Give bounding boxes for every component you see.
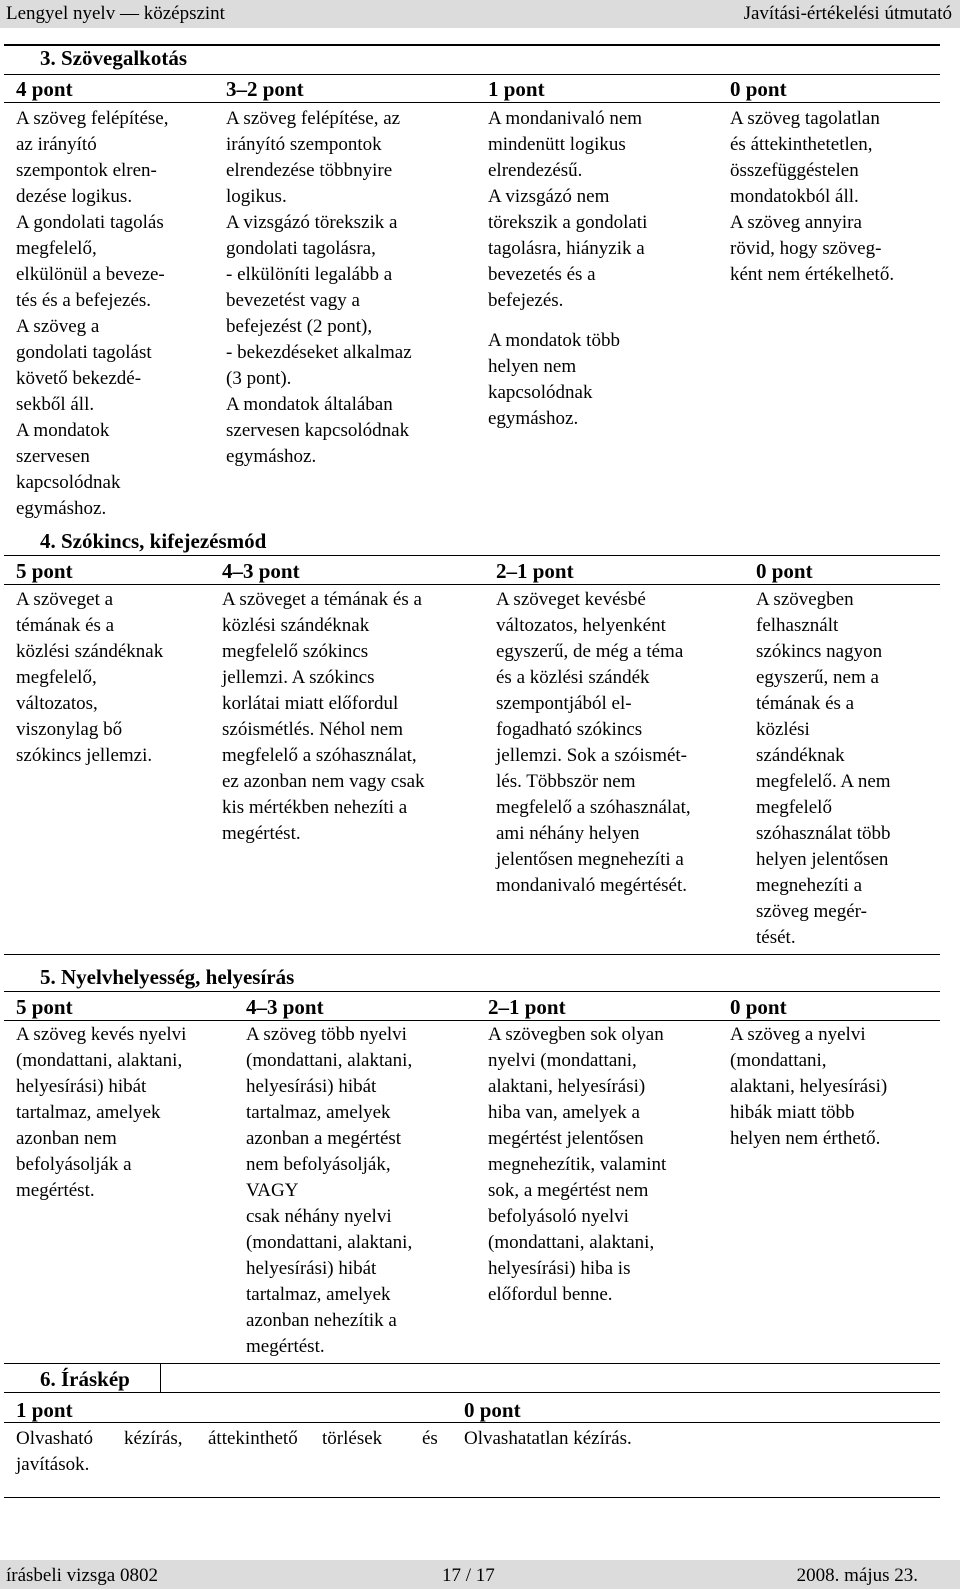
criteria-line: egyszerű, nem a — [756, 667, 879, 688]
criteria-line: A mondanivaló nem — [488, 108, 643, 129]
criteria-line: megértést. — [16, 1180, 95, 1201]
criteria-line: (mondattani, alaktani, — [246, 1050, 413, 1071]
points-header: 5 pont — [16, 559, 73, 583]
criteria-line: tartalmaz, amelyek — [16, 1102, 161, 1123]
criteria-line: A szöveg a nyelvi — [730, 1024, 866, 1045]
criteria-line: szempontjából el- — [496, 693, 632, 714]
criteria-line: szókincs nagyon — [756, 641, 883, 662]
criteria-line: megfelelő. A nem — [756, 771, 891, 792]
criteria-line: áttekinthető — [208, 1428, 298, 1449]
section-title: 5. Nyelvhelyesség, helyesírás — [40, 965, 295, 989]
table-rule — [4, 954, 940, 955]
table-rule — [4, 1020, 940, 1021]
points-header: 1 pont — [488, 77, 545, 101]
criteria-line: megfelelő szókincs — [222, 641, 369, 662]
criteria-line: javítások. — [16, 1454, 90, 1475]
criteria-line: szóhasználat több — [756, 823, 891, 844]
criteria-line: sok, a megértést nem — [488, 1180, 649, 1201]
criteria-line: A szöveget a témának és a — [222, 589, 422, 610]
criteria-line: nem befolyásolják, — [246, 1154, 391, 1175]
criteria-line: Olvashatatlan kézírás. — [464, 1428, 632, 1449]
criteria-line: A szöveg kevés nyelvi — [16, 1024, 187, 1045]
criteria-line: alaktani, helyesírási) — [730, 1076, 888, 1097]
criteria-line: felhasznált — [756, 615, 839, 636]
criteria-line: logikus. — [226, 186, 287, 207]
criteria-line: (mondattani, alaktani, — [16, 1050, 183, 1071]
table-rule — [4, 1497, 940, 1498]
criteria-line: dezése logikus. — [16, 186, 133, 207]
criteria-line: gondolati tagolásra, — [226, 238, 376, 259]
header-right: Javítási-értékelési útmutató — [743, 3, 952, 24]
criteria-line: és áttekinthetetlen, — [730, 134, 873, 155]
criteria-line: megnehezítik, valamint — [488, 1154, 667, 1175]
criteria-line: megfelelő a szóhasználat, — [222, 745, 417, 766]
criteria-line: szöveg megér- — [756, 901, 867, 922]
criteria-line: ez azonban nem vagy csak — [222, 771, 425, 792]
criteria-line: A szöveg több nyelvi — [246, 1024, 407, 1045]
criteria-line: megértést. — [246, 1336, 325, 1357]
table-rule — [4, 102, 940, 103]
criteria-line: VAGY — [246, 1180, 299, 1201]
criteria-line: szervesen — [16, 446, 90, 467]
criteria-line: változatos, helyenként — [496, 615, 666, 636]
criteria-line: azonban nehezítik a — [246, 1310, 397, 1331]
criteria-line: ként nem értékelhető. — [730, 264, 895, 285]
criteria-line: bevezetést vagy a — [226, 290, 360, 311]
criteria-line: egyszerű, de még a téma — [496, 641, 684, 662]
criteria-line: kis mértékben nehezíti a — [222, 797, 408, 818]
criteria-line: befolyásolják a — [16, 1154, 132, 1175]
criteria-line: szempontok elren- — [16, 160, 157, 181]
criteria-line: megfelelő — [756, 797, 832, 818]
criteria-line: megértést. — [222, 823, 301, 844]
criteria-line: (3 pont). — [226, 368, 292, 389]
criteria-line: helyen jelentősen — [756, 849, 889, 870]
criteria-line: A szöveget a — [16, 589, 114, 610]
points-header: 4–3 pont — [246, 995, 324, 1019]
criteria-line: közlési szándéknak — [16, 641, 164, 662]
criteria-line: mindenütt logikus — [488, 134, 626, 155]
criteria-line: sekből áll. — [16, 394, 95, 415]
criteria-line: kapcsolódnak — [488, 382, 593, 403]
section-title: 6. Íráskép — [40, 1367, 130, 1391]
criteria-line: A szövegben sok olyan — [488, 1024, 664, 1045]
criteria-line: viszonylag bő — [16, 719, 123, 740]
points-header: 0 pont — [756, 559, 813, 583]
criteria-line: elkülönül a beveze- — [16, 264, 165, 285]
criteria-line: szervesen kapcsolódnak — [226, 420, 410, 441]
criteria-line: azonban a megértést — [246, 1128, 402, 1149]
table-rule — [4, 584, 940, 585]
footer-left: írásbeli vizsga 0802 — [6, 1565, 158, 1586]
criteria-line: tartalmaz, amelyek — [246, 1102, 391, 1123]
criteria-line: egymáshoz. — [226, 446, 317, 467]
section-title: 4. Szókincs, kifejezésmód — [40, 529, 267, 553]
table-rule — [4, 1363, 940, 1364]
criteria-line: elrendezése többnyire — [226, 160, 393, 181]
criteria-line: jelentősen megnehezíti a — [496, 849, 684, 870]
criteria-line: A szöveget kevésbé — [496, 589, 646, 610]
table-rule — [4, 1392, 940, 1393]
points-header: 0 pont — [730, 995, 787, 1019]
footer-right: 2008. május 23. — [796, 1565, 918, 1586]
criteria-line: gondolati tagolást — [16, 342, 152, 363]
criteria-line: tés és a befejezés. — [16, 290, 152, 311]
criteria-line: A vizsgázó nem — [488, 186, 610, 207]
criteria-line: törlések — [322, 1428, 383, 1449]
criteria-line: helyesírási) hibát — [16, 1076, 147, 1097]
criteria-line: előfordul benne. — [488, 1284, 613, 1305]
criteria-line: és a közlési szándék — [496, 667, 650, 688]
criteria-line: az irányító — [16, 134, 97, 155]
criteria-line: megfelelő, — [16, 238, 97, 259]
table-rule — [4, 555, 940, 556]
criteria-line: közlési — [756, 719, 810, 740]
criteria-line: A szöveg tagolatlan — [730, 108, 880, 129]
page-footer — [0, 1560, 960, 1589]
criteria-line: közlési szándéknak — [222, 615, 370, 636]
header-left: Lengyel nyelv — középszint — [6, 3, 225, 24]
criteria-line: megfelelő, — [16, 667, 97, 688]
table-rule — [4, 74, 940, 75]
points-header: 2–1 pont — [488, 995, 566, 1019]
criteria-line: (mondattani, — [730, 1050, 827, 1071]
points-header: 2–1 pont — [496, 559, 574, 583]
criteria-line: mondatokból áll. — [730, 186, 859, 207]
points-header: 4 pont — [16, 77, 73, 101]
criteria-line: befejezés. — [488, 290, 564, 311]
criteria-line: A mondatok több — [488, 330, 620, 351]
criteria-line: Olvasható — [16, 1428, 94, 1449]
criteria-line: tagolásra, hiányzik a — [488, 238, 645, 259]
table-rule — [160, 1363, 161, 1392]
criteria-line: - bekezdéseket alkalmaz — [226, 342, 412, 363]
criteria-line: hiba van, amelyek a — [488, 1102, 640, 1123]
section-title: 3. Szövegalkotás — [40, 46, 187, 70]
criteria-line: A szöveg a — [16, 316, 100, 337]
criteria-line: változatos, — [16, 693, 98, 714]
criteria-line: hibák miatt több — [730, 1102, 855, 1123]
criteria-line: befolyásoló nyelvi — [488, 1206, 629, 1227]
points-header: 3–2 pont — [226, 77, 304, 101]
criteria-line: A mondatok általában — [226, 394, 393, 415]
criteria-line: (mondattani, alaktani, — [246, 1232, 413, 1253]
criteria-line: szókincs jellemzi. — [16, 745, 153, 766]
criteria-line: helyen nem — [488, 356, 577, 377]
criteria-line: lés. Többször nem — [496, 771, 636, 792]
criteria-line: helyesírási) hibát — [246, 1076, 377, 1097]
criteria-line: nyelvi (mondattani, — [488, 1050, 637, 1071]
criteria-line: (mondattani, alaktani, — [488, 1232, 655, 1253]
criteria-line: - elkülöníti legalább a — [226, 264, 393, 285]
criteria-line: tartalmaz, amelyek — [246, 1284, 391, 1305]
criteria-line: korlátai miatt előfordul — [222, 693, 399, 714]
criteria-line: rövid, hogy szöveg- — [730, 238, 882, 259]
criteria-line: mondanivaló megértését. — [496, 875, 687, 896]
criteria-line: megnehezíti a — [756, 875, 863, 896]
criteria-line: fogadható szókincs — [496, 719, 643, 740]
criteria-line: A szöveg felépítése, — [16, 108, 169, 129]
criteria-line: követő bekezdé- — [16, 368, 142, 389]
criteria-line: szóismétlés. Néhol nem — [222, 719, 403, 740]
points-header: 1 pont — [16, 1398, 73, 1422]
criteria-line: alaktani, helyesírási) — [488, 1076, 646, 1097]
criteria-line: csak néhány nyelvi — [246, 1206, 392, 1227]
criteria-line: A szövegben — [756, 589, 854, 610]
criteria-line: egymáshoz. — [488, 408, 579, 429]
criteria-line: tését. — [756, 927, 796, 948]
criteria-line: helyen nem érthető. — [730, 1128, 881, 1149]
table-rule — [4, 991, 940, 992]
page-header — [0, 0, 960, 28]
criteria-line: A szöveg annyira — [730, 212, 862, 233]
criteria-line: A gondolati tagolás — [16, 212, 164, 233]
criteria-line: ami néhány helyen — [496, 823, 640, 844]
criteria-line: bevezetés és a — [488, 264, 596, 285]
criteria-line: helyesírási) hiba is — [488, 1258, 631, 1279]
criteria-line: irányító szempontok — [226, 134, 382, 155]
criteria-line: A mondatok — [16, 420, 110, 441]
criteria-line: összefüggéstelen — [730, 160, 859, 181]
criteria-line: azonban nem — [16, 1128, 117, 1149]
footer-page-number: 17 / 17 — [442, 1565, 495, 1586]
criteria-line: témának és a — [756, 693, 855, 714]
criteria-line: kézírás, — [124, 1428, 183, 1449]
criteria-line: elrendezésű. — [488, 160, 583, 181]
table-rule — [4, 1422, 940, 1423]
criteria-line: megértést jelentősen — [488, 1128, 644, 1149]
criteria-line: szándéknak — [756, 745, 845, 766]
criteria-line: és — [422, 1428, 438, 1449]
criteria-line: törekszik a gondolati — [488, 212, 648, 233]
points-header: 0 pont — [464, 1398, 521, 1422]
criteria-line: egymáshoz. — [16, 498, 107, 519]
criteria-line: A vizsgázó törekszik a — [226, 212, 398, 233]
points-header: 4–3 pont — [222, 559, 300, 583]
criteria-line: megfelelő a szóhasználat, — [496, 797, 691, 818]
criteria-line: helyesírási) hibát — [246, 1258, 377, 1279]
criteria-line: A szöveg felépítése, az — [226, 108, 401, 129]
points-header: 0 pont — [730, 77, 787, 101]
criteria-line: kapcsolódnak — [16, 472, 121, 493]
criteria-line: befejezést (2 pont), — [226, 316, 373, 337]
points-header: 5 pont — [16, 995, 73, 1019]
criteria-line: jellemzi. Sok a szóismét- — [496, 745, 688, 766]
criteria-line: témának és a — [16, 615, 115, 636]
criteria-line: jellemzi. A szókincs — [222, 667, 375, 688]
